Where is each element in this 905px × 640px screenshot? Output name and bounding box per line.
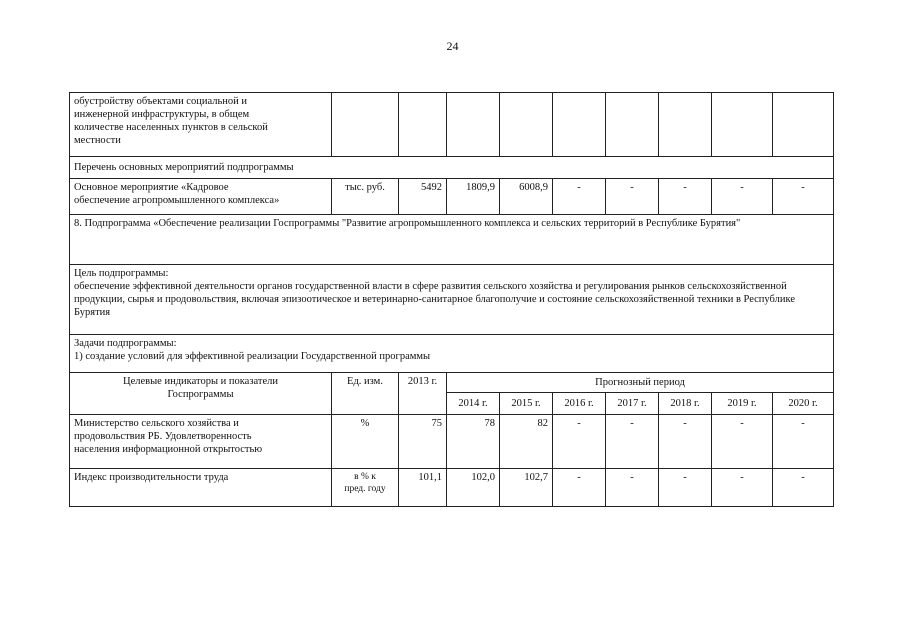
activity-unit: тыс. руб.	[332, 179, 399, 215]
continuation-name: обустройству объектами социальной и инженерной инфраструктуры, в общем количестве населенных пунктов в сельской местности	[70, 93, 332, 157]
indicator-1-value-2017: -	[606, 415, 659, 469]
indicator-1-name: Министерство сельского хозяйства и продовольствия РБ. Удовлетворенность населения информационной открытостью	[70, 415, 332, 469]
header-year-2018: 2018 г.	[659, 393, 712, 415]
indicator-2-unit: в % к пред. году	[332, 469, 399, 507]
activity-value-2017: -	[606, 179, 659, 215]
indicator-2-value-2016: -	[553, 469, 606, 507]
header-year-2020: 2020 г.	[773, 393, 834, 415]
indicator-1-row	[70, 415, 834, 469]
activity-value-2013: 5492	[399, 179, 447, 215]
activity-value-2015: 6008,9	[500, 179, 553, 215]
header-year-2015: 2015 г.	[500, 393, 553, 415]
header-year-2016: 2016 г.	[553, 393, 606, 415]
header-year-2019: 2019 г.	[712, 393, 773, 415]
page-number: 24	[446, 39, 459, 53]
indicator-2-value-2019: -	[712, 469, 773, 507]
activity-name: Основное мероприятие «Кадровое обеспечение агропромышленного комплекса»	[70, 179, 332, 215]
indicator-2-value-2013: 101,1	[399, 469, 447, 507]
indicators-table	[69, 92, 834, 507]
goal-cell	[70, 265, 834, 335]
indicator-2-value-2015: 102,7	[500, 469, 553, 507]
indicator-2-value-2017: -	[606, 469, 659, 507]
indicator-2-value-2018: -	[659, 469, 712, 507]
subprogram-title-row	[70, 215, 834, 265]
indicator-2-value-2014: 102,0	[447, 469, 500, 507]
activity-value-2014: 1809,9	[447, 179, 500, 215]
header-year-2017: 2017 г.	[606, 393, 659, 415]
header-base-year: 2013 г.	[399, 373, 447, 415]
continuation-row	[70, 93, 834, 157]
indicator-2-value-2020: -	[773, 469, 834, 507]
indicator-2-row	[70, 469, 834, 507]
indicator-1-value-2019: -	[712, 415, 773, 469]
goal-label: Цель подпрограммы:	[74, 268, 169, 279]
activity-value-2016: -	[553, 179, 606, 215]
header-indicators: Целевые индикаторы и показатели Госпрограммы	[70, 373, 332, 415]
goal-row	[70, 265, 834, 335]
activity-value-2018: -	[659, 179, 712, 215]
activity-row	[70, 179, 834, 215]
header-unit: Ед. изм.	[332, 373, 399, 415]
tasks-label: Задачи подпрограммы:	[74, 338, 177, 349]
indicator-1-value-2014: 78	[447, 415, 500, 469]
indicator-2-name: Индекс производительности труда	[70, 469, 332, 507]
header-year-2014: 2014 г.	[447, 393, 500, 415]
indicator-1-value-2013: 75	[399, 415, 447, 469]
indicator-1-unit: %	[332, 415, 399, 469]
indicator-1-value-2016: -	[553, 415, 606, 469]
tasks-row	[70, 335, 834, 373]
activities-heading-row	[70, 157, 834, 179]
activity-value-2019: -	[712, 179, 773, 215]
indicator-1-value-2018: -	[659, 415, 712, 469]
header-row-1	[70, 373, 834, 393]
subprogram-title: 8. Подпрограмма «Обеспечение реализации Госпрограммы "Развитие агропромышленного комплекса и сельских территорий в Республике Бурятия"	[70, 215, 834, 265]
indicator-1-value-2020: -	[773, 415, 834, 469]
header-forecast: Прогнозный период	[447, 373, 834, 393]
goal-text: обеспечение эффективной деятельности органов государственной власти в сфере развития сельского хозяйства и регулирования рынков сельскохозяйственной продукции, сырья и продовольствия, включая эпизоотическое и ветеринарно-санитарное благополучие и состояние сельскохозяйственной техники в Республике Бурятия	[74, 281, 795, 318]
tasks-text: 1) создание условий для эффективной реализации Государственной программы	[74, 351, 431, 362]
activity-value-2020: -	[773, 179, 834, 215]
activities-heading: Перечень основных мероприятий подпрограммы	[70, 157, 834, 179]
tasks-cell	[70, 335, 834, 373]
indicator-1-value-2015: 82	[500, 415, 553, 469]
